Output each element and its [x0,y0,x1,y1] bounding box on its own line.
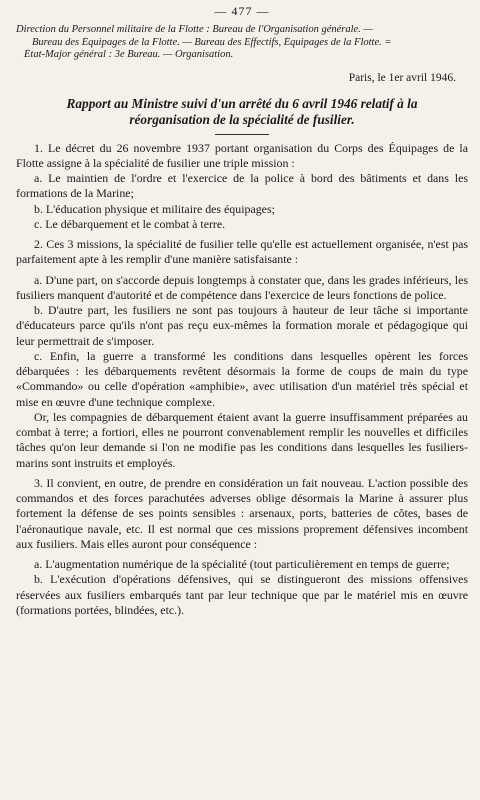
dateline: Paris, le 1er avril 1946. [348,71,456,84]
list-item: b. L'exécution d'opérations défensives, qui se distingueront des missions offensives réservées aux fusiliers embarqués tant par leur technique que par le matériel mis en œuvre (formations portées, blindées, etc.). [16,572,468,617]
title-line: réorganisation de la spécialité de fusilier. [129,111,355,127]
body-paragraph: 2. Ces 3 missions, la spécialité de fusilier telle qu'elle est actuellement organisée, n'est pas parfaitement apte à les remplir d'une manière satisfaisante : [16,237,468,267]
header-line: État-Major général : 3e Bureau. — Organisation. [24,49,234,60]
list-item: b. L'éducation physique et militaire des équipages; [34,201,275,216]
document-title [16,96,468,128]
body-paragraph: Or, les compagnies de débarquement étaient avant la guerre insuffisamment préparées au combat à terre; a fortiori, elles ne pourront convenablement remplir les nouvelles et difficiles tâches qu'on leur demande si l'on ne modifie pas les conditions dans lesquelles les fusiliers-marins sont instruits et employés. [16,409,468,470]
document-body [16,141,468,619]
header-line: Bureau des Équipages de la Flotte. — Bureau des Effectifs, Équipages de la Flotte. = [32,36,392,48]
body-paragraph: 1. Le décret du 26 novembre 1937 portant organisation du Corps des Équipages de la Flotte assigne à la spécialité de fusilier une triple mission : [16,140,468,170]
list-item: b. D'autre part, les fusiliers ne sont pas toujours à hauteur de leur tâche si importante d'éducateurs parce qu'ils n'ont pas reçu eux-mêmes la formation morale et pédagogique qui leur permettrait de s'imposer. [16,303,468,348]
title-line: Rapport au Ministre suivi d'un arrêté du 6 avril 1946 relatif à la [66,95,418,111]
list-item: a. Le maintien de l'ordre et l'exercice de la police à bord des bâtiments et dans les formations de la Marine; [16,171,468,201]
header-block [16,24,468,62]
title-divider [215,134,269,135]
list-item: c. Enfin, la guerre a transformé les conditions dans lesquelles opèrent les forces débarquées : les débarquements revêtent désormais la forme de coups de main du type «Commando» ou celle d'opération «amphibie», avec utilisation d'un matériel très spécial et mise en œuvre d'une technique complexe. [16,348,468,409]
list-item: c. Le débarquement et le combat à terre. [34,216,226,231]
header-line: Direction du Personnel militaire de la Flotte : Bureau de l'Organisation générale. — [16,24,373,35]
list-item: a. D'une part, on s'accorde depuis longtemps à constater que, dans les grades inférieurs, les fusiliers manquent d'autorité et de compétence dans l'exercice de leurs fonctions de police. [16,272,468,302]
list-item: a. L'augmentation numérique de la spécialité (tout particulièrement en temps de guerre; [34,557,450,571]
page-number: — 477 — [214,4,270,18]
body-paragraph: 3. Il convient, en outre, de prendre en considération un fait nouveau. L'action possible des commandos et des forces parachutées adverses oblige désormais la Marine à assurer plus fortement la défense de ses points sensibles : arsenaux, ports, batteries de côtes, bases de l'aéronautique navale, etc. Il est normal que ces missions proprement défensives incombent aux fusiliers. Mais elles auront pour conséquence : [16,475,468,551]
